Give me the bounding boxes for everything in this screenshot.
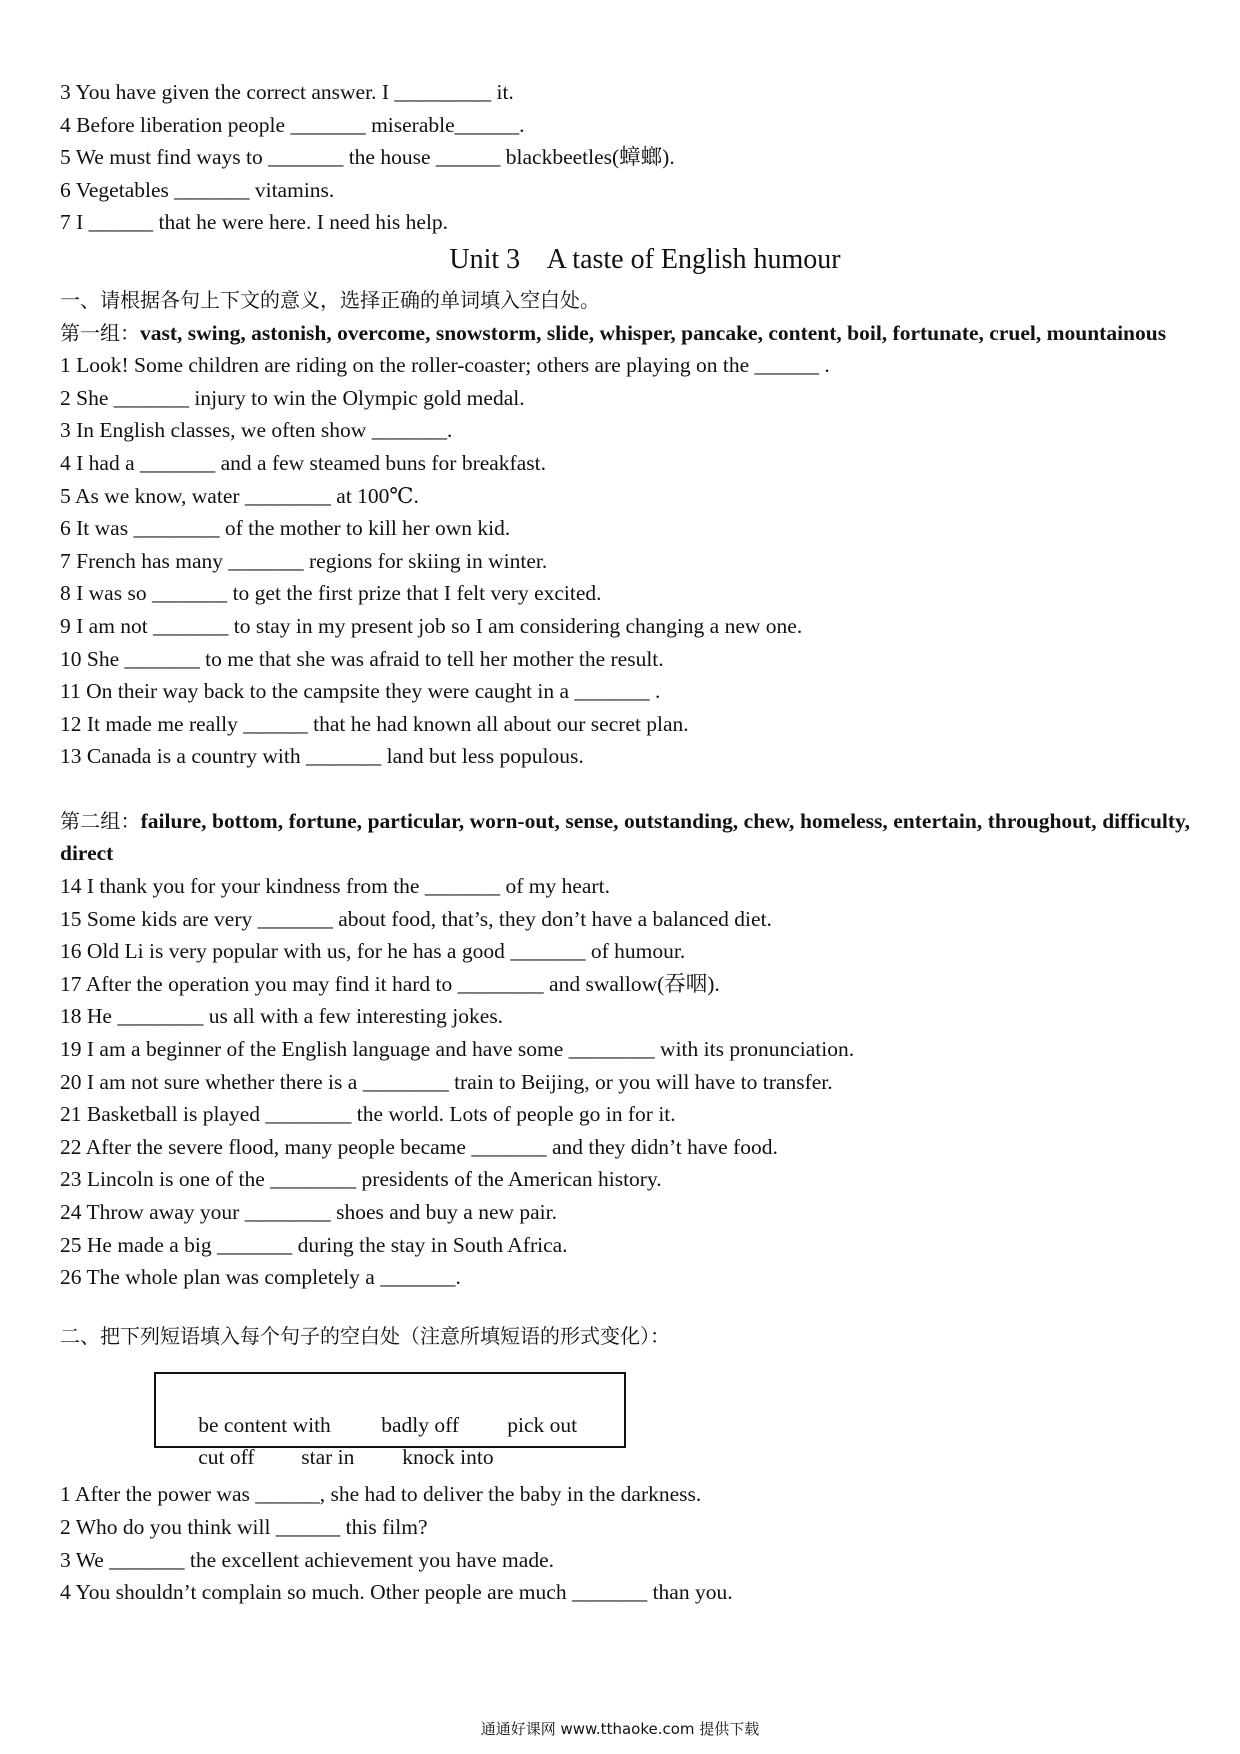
exercise-item: 11 On their way back to the campsite they were caught in a _______ . (60, 679, 661, 704)
exercise-item: 23 Lincoln is one of the ________ presidents of the American history. (60, 1167, 662, 1192)
page-footer: 通通好课网 www.tthaoke.com 提供下载 (480, 1720, 760, 1738)
section-2-heading: 二、把下列短语填入每个句子的空白处（注意所填短语的形式变化）： (60, 1323, 670, 1348)
exercise-item: 20 I am not sure whether there is a ________ train to Beijing, or you will have to transfer. (60, 1069, 833, 1094)
exercise-item: 22 After the severe flood, many people became _______ and they didn’t have food. (60, 1134, 778, 1159)
section-2-items (60, 1478, 1190, 1608)
worksheet-page (60, 76, 1190, 1609)
exercise-item: 8 I was so _______ to get the first prize that I felt very excited. (60, 581, 602, 606)
unit-title: Unit 3 A taste of English humour (449, 243, 841, 275)
phrase: star in (301, 1445, 355, 1470)
exercise-item: 19 I am a beginner of the English language and have some ________ with its pronunciation. (60, 1037, 855, 1062)
exercise-item: 7 I ______ that he were here. I need his help. (60, 210, 449, 235)
exercise-item: 2 Who do you think will ______ this film? (60, 1514, 428, 1539)
exercise-item: 3 We _______ the excellent achievement you have made. (60, 1547, 554, 1572)
phrase-bank-box (154, 1372, 626, 1470)
exercise-item: 1 After the power was ______, she had to deliver the baby in the darkness. (60, 1482, 702, 1507)
spacer (60, 1294, 1190, 1320)
exercise-item: 5 As we know, water ________ at 100℃. (60, 483, 419, 508)
exercise-item: 1 Look! Some children are riding on the roller-coaster; others are playing on the ______ . (60, 353, 830, 378)
word-bank-group-1 (60, 317, 1190, 350)
phrase: badly off (381, 1413, 460, 1438)
continued-exercise (60, 76, 1190, 239)
exercise-item: 4 Before liberation people _______ miserable______. (60, 112, 525, 137)
exercise-item: 12 It made me really ______ that he had known all about our secret plan. (60, 711, 689, 736)
exercise-item: 3 You have given the correct answer. I _________ it. (60, 80, 514, 104)
exercise-item: 16 Old Li is very popular with us, for he has a good _______ of humour. (60, 939, 686, 964)
exercise-item: 3 In English classes, we often show _______. (60, 418, 453, 443)
phrase: cut off (198, 1445, 255, 1470)
group-2-items (60, 870, 1190, 1294)
group-1-label: 第一组： (60, 320, 140, 345)
phrase-row (166, 1377, 614, 1438)
exercise-item: 24 Throw away your ________ shoes and buy a new pair. (60, 1200, 557, 1224)
exercise-item: 4 You shouldn’t complain so much. Other people are much _______ than you. (60, 1580, 733, 1605)
phrase: knock into (402, 1445, 494, 1470)
word-bank-group-2 (60, 805, 1190, 870)
exercise-item: 6 Vegetables _______ vitamins. (60, 177, 335, 202)
group-1-items (60, 349, 1190, 773)
group-1-words: vast, swing, astonish, overcome, snowstorm, slide, whisper, pancake, content, boil, fortunate, cruel, mountainous (140, 320, 1167, 345)
exercise-item: 21 Basketball is played ________ the world. Lots of people go in for it. (60, 1102, 676, 1127)
exercise-item: 14 I thank you for your kindness from the _______ of my heart. (60, 874, 610, 899)
exercise-item: 9 I am not _______ to stay in my present job so I am considering changing a new one. (60, 613, 803, 638)
exercise-item: 17 After the operation you may find it hard to ________ and swallow(吞咽). (60, 971, 720, 996)
phrase: be content with (198, 1413, 331, 1438)
phrase: pick out (507, 1413, 578, 1438)
spacer (60, 773, 1190, 805)
group-2-label: 第二组： (60, 808, 141, 833)
exercise-item: 26 The whole plan was completely a _______. (60, 1265, 461, 1290)
exercise-item: 7 French has many _______ regions for skiing in winter. (60, 548, 548, 573)
exercise-item: 25 He made a big _______ during the stay in South Africa. (60, 1232, 568, 1257)
exercise-item: 18 He ________ us all with a few interesting jokes. (60, 1004, 504, 1029)
exercise-item: 5 We must find ways to _______ the house ______ blackbeetles(蟑螂). (60, 145, 675, 170)
section-1-heading: 一、请根据各句上下文的意义，选择正确的单词填入空白处。 (60, 287, 600, 312)
exercise-item: 6 It was ________ of the mother to kill her own kid. (60, 516, 511, 541)
exercise-item: 13 Canada is a country with _______ land but less populous. (60, 744, 584, 769)
exercise-item: 4 I had a _______ and a few steamed buns for breakfast. (60, 450, 546, 475)
exercise-item: 15 Some kids are very _______ about food, that’s, they don’t have a balanced diet. (60, 906, 772, 931)
exercise-item: 2 She _______ injury to win the Olympic gold medal. (60, 385, 525, 410)
exercise-item: 10 She _______ to me that she was afraid to tell her mother the result. (60, 646, 664, 671)
group-2-words: failure, bottom, fortune, particular, worn-out, sense, outstanding, chew, homeless, entertain, throughout, difficulty, direct (60, 808, 1190, 866)
